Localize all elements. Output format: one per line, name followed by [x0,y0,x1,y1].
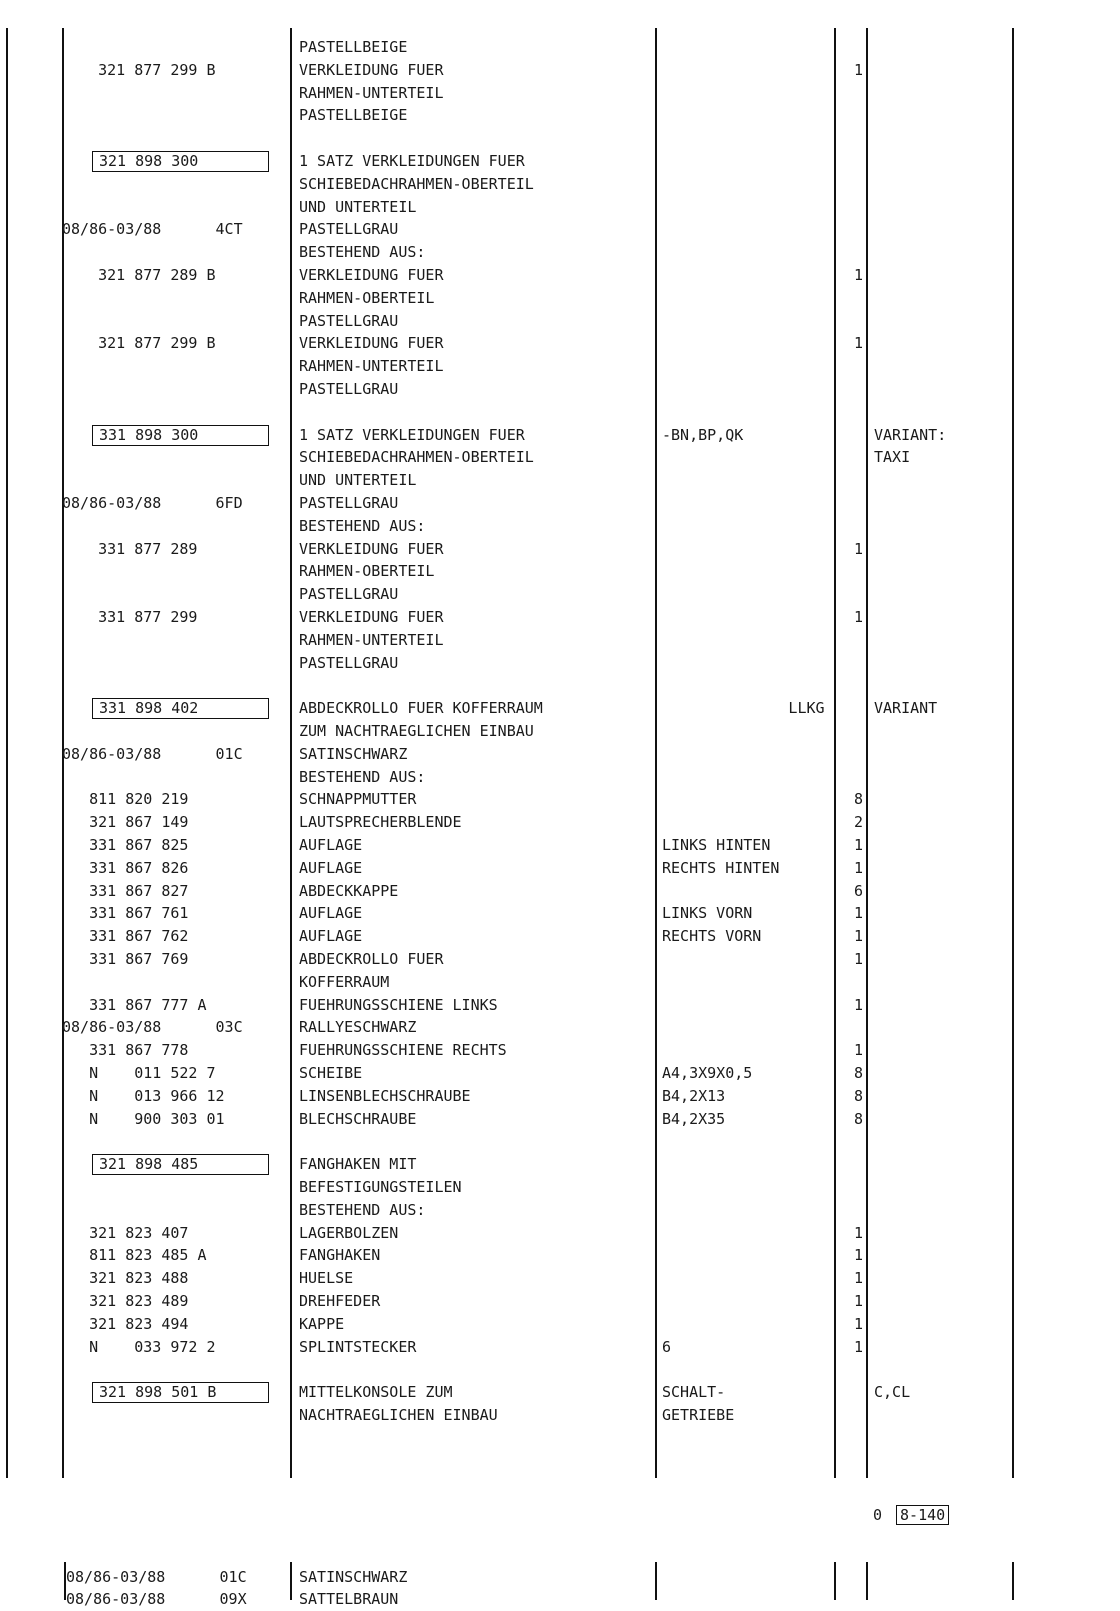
table-row [0,446,1012,469]
description: AUFLAGE [299,836,363,854]
table-row [0,378,1012,401]
table-row [0,241,1012,264]
remark: 6 [662,1337,672,1356]
table-row [0,1244,1012,1267]
table-row [0,925,1012,948]
continuation-part-2: 08/86-03/88 09X [66,1590,247,1608]
quantity: 1 [853,1314,863,1333]
quantity: 1 [853,995,863,1014]
continuation-part: 08/86-03/88 01C [66,1568,247,1586]
description: RAHMEN-OBERTEIL [299,288,435,307]
table-row [0,401,1012,424]
description: PASTELLGRAU [299,380,399,398]
part-number: 331 877 289 [62,539,198,558]
part-number: 321 877 299 B [62,60,216,79]
table-row [0,766,1012,789]
continuation-desc-2: SATTELBRAUN [299,1590,399,1608]
table-row [0,287,1012,310]
description: PASTELLGRAU [299,494,399,512]
table-row [0,538,1012,561]
model-note: TAXI [874,448,911,467]
description: MITTELKONSOLE ZUM [299,1383,453,1402]
part-number: 321 823 407 [62,1223,189,1242]
description: VERKLEIDUNG FUER [299,266,444,284]
remark: LLKG [662,699,825,718]
part-number: N 013 966 12 [62,1086,225,1105]
assembly-part-number: 321 898 485 [92,1154,269,1175]
table-row [0,811,1012,834]
table-row [0,1358,1012,1381]
quantity: 1 [853,927,863,946]
part-number: 331 867 827 [62,881,189,900]
part-number: 811 820 219 [62,790,189,809]
description: PASTELLGRAU [299,220,399,239]
quantity: 1 [853,1269,863,1288]
part-number: N 900 303 01 [62,1109,225,1128]
table-row [0,36,1012,59]
description: BEFESTIGUNGSTEILEN [299,1178,462,1196]
description: VERKLEIDUNG FUER [299,334,444,353]
table-row [0,902,1012,925]
description: BESTEHEND AUS: [299,767,426,786]
description: FUEHRUNGSSCHIENE LINKS [299,995,498,1014]
quantity: 1 [853,836,863,854]
table-row [0,994,1012,1017]
part-number: 08/86-03/88 01C [62,744,243,763]
remark: A4,3X9X0,5 [662,1064,753,1082]
description: KOFFERRAUM [299,972,390,991]
description: RALLYESCHWARZ [299,1018,417,1037]
cont-rule-rem [655,1562,657,1600]
table-row [0,1336,1012,1359]
description: LAUTSPRECHERBLENDE [299,813,462,832]
description: ABDECKROLLO FUER [299,950,444,968]
table-row [0,720,1012,743]
quantity: 1 [853,1246,863,1265]
description: PASTELLGRAU [299,311,399,330]
rule-right [1012,28,1014,1478]
description: SPLINTSTECKER [299,1337,417,1356]
description: KAPPE [299,1314,345,1333]
assembly-part-number: 321 898 300 [92,151,269,172]
description: DREHFEDER [299,1292,381,1310]
table-row [0,971,1012,994]
table-row [0,196,1012,219]
description: RAHMEN-UNTERTEIL [299,83,444,102]
description: RAHMEN-UNTERTEIL [299,357,444,376]
cont-rule-qty-right [866,1562,868,1600]
quantity: 8 [853,1109,863,1128]
remark: B4,2X13 [662,1086,726,1105]
table-row [0,264,1012,287]
table-row [0,310,1012,333]
table-row [0,355,1012,378]
table-row [0,857,1012,880]
part-number: N 011 522 7 [62,1064,216,1082]
description: PASTELLBEIGE [299,38,408,56]
description: UND UNTERTEIL [299,197,417,216]
table-row [0,948,1012,971]
part-number: N 033 972 2 [62,1337,216,1356]
remark: LINKS VORN [662,904,753,923]
table-row [0,127,1012,150]
description: BLECHSCHRAUBE [299,1109,417,1128]
part-number: 811 823 485 A [62,1246,207,1265]
table-row [0,82,1012,105]
part-number: 331 867 761 [62,904,189,923]
page-reference: 8-140 [896,1505,949,1525]
footer-prefix: 0 [873,1506,883,1524]
description: VERKLEIDUNG FUER [299,608,444,626]
table-row [0,1267,1012,1290]
description: FANGHAKEN [299,1246,381,1265]
remark: RECHTS VORN [662,927,762,946]
table-row [0,469,1012,492]
table-row [0,1085,1012,1108]
remark: SCHALT- [662,1383,726,1402]
description: RAHMEN-OBERTEIL [299,562,435,581]
assembly-part-number: 331 898 402 [92,698,269,719]
table-row [0,1313,1012,1336]
cont-rule-desc [290,1562,292,1600]
description: RAHMEN-UNTERTEIL [299,630,444,649]
remark: -BN,BP,QK [662,425,744,444]
table-row [0,1153,1012,1176]
continuation-desc: SATINSCHWARZ [299,1568,408,1586]
description: AUFLAGE [299,904,363,923]
description: VERKLEIDUNG FUER [299,539,444,558]
quantity: 2 [853,813,863,832]
quantity: 8 [853,1064,863,1082]
part-number: 321 823 489 [62,1292,189,1310]
description: FANGHAKEN MIT [299,1155,417,1174]
assembly-part-number: 331 898 300 [92,425,269,446]
table-row [0,332,1012,355]
quantity: 1 [853,608,863,626]
description: SCHIEBEDACHRAHMEN-OBERTEIL [299,448,534,467]
part-number: 331 867 825 [62,836,189,854]
description: SCHNAPPMUTTER [299,790,417,809]
description: ABDECKROLLO FUER KOFFERRAUM [299,699,543,718]
part-number: 321 867 149 [62,813,189,832]
description: ABDECKKAPPE [299,881,399,900]
table-row [0,1039,1012,1062]
table-row [0,104,1012,127]
model-note: VARIANT [874,699,938,718]
description: PASTELLGRAU [299,585,399,604]
table-row [0,629,1012,652]
description: HUELSE [299,1269,354,1288]
quantity: 1 [853,60,863,79]
part-number: 08/86-03/88 4CT [62,220,243,239]
quantity: 1 [853,334,863,353]
table-row [0,606,1012,629]
description: VERKLEIDUNG FUER [299,60,444,79]
table-row [0,560,1012,583]
page-footer [873,1506,949,1524]
table-row [0,788,1012,811]
quantity: 8 [853,790,863,809]
part-number: 331 867 769 [62,950,189,968]
remark: B4,2X35 [662,1109,726,1128]
quantity: 1 [853,1041,863,1060]
table-row [0,1290,1012,1313]
description: PASTELLBEIGE [299,106,408,125]
table-row [0,880,1012,903]
table-row [0,515,1012,538]
part-number: 331 867 778 [62,1041,189,1060]
part-number: 08/86-03/88 03C [62,1018,243,1037]
description: SCHIEBEDACHRAHMEN-OBERTEIL [299,174,534,193]
description: LAGERBOLZEN [299,1223,399,1242]
part-number: 321 823 494 [62,1314,189,1333]
model-note: C,CL [874,1383,911,1402]
part-number: 08/86-03/88 6FD [62,494,243,512]
quantity: 1 [853,1337,863,1356]
table-row [0,218,1012,241]
part-number: 331 867 762 [62,927,189,946]
part-number: 321 877 289 B [62,266,216,284]
table-row [0,1199,1012,1222]
description: SCHEIBE [299,1064,363,1082]
description: NACHTRAEGLICHEN EINBAU [299,1406,498,1424]
table-row [0,150,1012,173]
part-number: 331 867 826 [62,858,189,877]
table-row [0,834,1012,857]
description: BESTEHEND AUS: [299,243,426,262]
table-row [0,173,1012,196]
table-row [0,59,1012,82]
description: SATINSCHWARZ [299,744,408,763]
cont-rule-right [1012,1562,1014,1600]
description: PASTELLGRAU [299,653,399,672]
part-number: 321 877 299 B [62,334,216,353]
table-row [0,1222,1012,1245]
table-row [0,1404,1012,1427]
table-row [0,583,1012,606]
table-row [0,743,1012,766]
remark: GETRIEBE [662,1406,735,1424]
quantity: 1 [853,1223,863,1242]
table-row [0,1062,1012,1085]
part-number: 321 823 488 [62,1269,189,1288]
table-row [0,1016,1012,1039]
quantity: 6 [853,881,863,900]
description: BESTEHEND AUS: [299,516,426,535]
quantity: 1 [853,266,863,284]
description: 1 SATZ VERKLEIDUNGEN FUER [299,425,525,444]
description: ZUM NACHTRAEGLICHEN EINBAU [299,722,534,740]
quantity: 1 [853,539,863,558]
model-note: VARIANT: [874,425,947,444]
description: UND UNTERTEIL [299,471,417,490]
description: 1 SATZ VERKLEIDUNGEN FUER [299,152,525,170]
assembly-part-number: 321 898 501 B [92,1382,269,1403]
description: AUFLAGE [299,858,363,877]
quantity: 1 [853,904,863,923]
part-number: 331 867 777 A [62,995,207,1014]
description: FUEHRUNGSSCHIENE RECHTS [299,1041,507,1060]
table-row [0,1176,1012,1199]
quantity: 1 [853,950,863,968]
description: LINSENBLECHSCHRAUBE [299,1086,471,1105]
table-row [0,674,1012,697]
table-row [0,424,1012,447]
remark: LINKS HINTEN [662,836,771,854]
quantity: 1 [853,858,863,877]
table-row [0,1108,1012,1131]
table-row [0,492,1012,515]
table-row [0,1381,1012,1404]
description: AUFLAGE [299,927,363,946]
quantity: 8 [853,1086,863,1105]
quantity: 1 [853,1292,863,1310]
part-number: 331 877 299 [62,608,198,626]
table-row [0,652,1012,675]
table-row [0,1130,1012,1153]
remark: RECHTS HINTEN [662,858,780,877]
description: BESTEHEND AUS: [299,1200,426,1219]
cont-rule-qty-left [834,1562,836,1600]
table-row [0,697,1012,720]
